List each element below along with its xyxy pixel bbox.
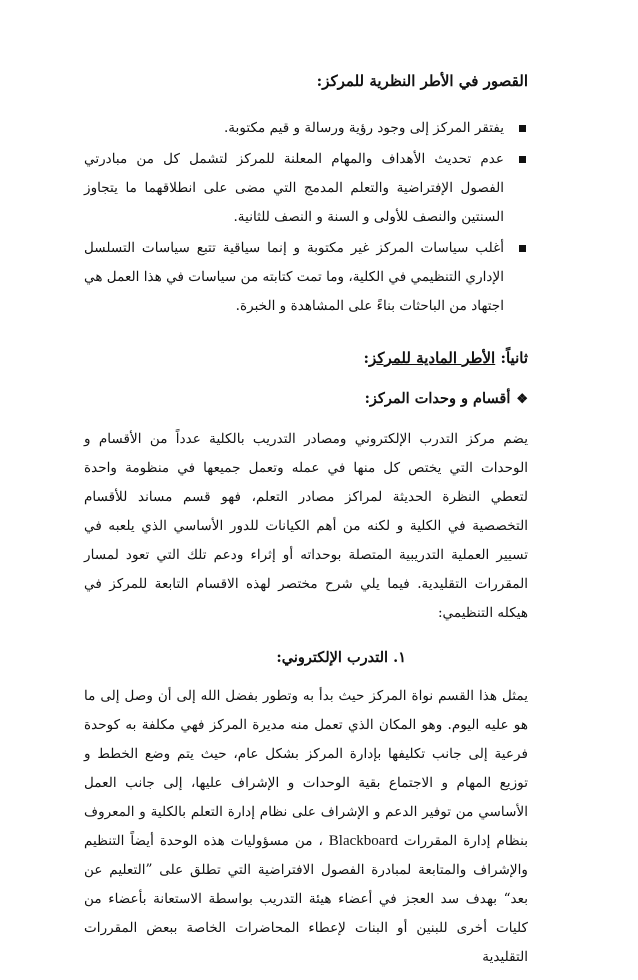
diamond-bullet-icon: ❖: [516, 391, 528, 407]
section-heading-material-frameworks: [84, 347, 528, 369]
square-bullet-icon: [519, 125, 526, 132]
heading-text: التدرب الإلكتروني:: [276, 649, 394, 666]
list-item-text: يفتقر المركز إلى وجود رؤية ورسالة و قيم مكتوبة.: [223, 120, 504, 136]
heading-number: ١.: [393, 649, 406, 666]
numbered-heading-elearning: [84, 646, 528, 670]
document-page: [84, 70, 528, 980]
heading-suffix: :: [363, 349, 370, 367]
paragraph-part-1: يمثل هذا القسم نواة المركز حيث بدأ به وتطور بفضل الله إلى أن وصل إلى ما هو عليه اليوم. وهو المكان الذي تعمل منه مديرة المركز فهي مكلفة به كوحدة فرعية إلى جانب تكليفها بإدارة المركز بشكل عام، حيث يتم وضع الخطط و توزيع المهام و الاجتماع بقية الوحدات و الإشراف عليها، إلى جانب العمل الأساسي من توفير الدعم و الإشراف على نظام إدارة التعلم بالكلية و المعروف بنظام إدارة المقررات: [84, 688, 528, 849]
shortcomings-list: [84, 114, 528, 321]
list-item: [84, 114, 528, 143]
heading-text: القصور في الأطر النظرية للمركز:: [316, 72, 528, 90]
blackboard-term: Blackboard: [328, 833, 398, 849]
square-bullet-icon: [519, 156, 526, 163]
heading-main: الأطر المادية للمركز: [369, 349, 496, 367]
square-bullet-icon: [519, 245, 526, 252]
sub-heading-departments: [84, 387, 528, 411]
heading-prefix: ثانياً:: [495, 349, 528, 367]
list-item-text: أغلب سياسات المركز غير مكتوبة و إنما سياقية تتبع سياسات التسلسل الإداري التنظيمي في الكلية، وما تمت كتابته من سياسات في هذا العمل هي اجتهاد من الباحثات بناءً على المشاهدة و الخبرة.: [83, 240, 504, 314]
elearning-paragraph: [84, 682, 528, 972]
departments-paragraph: يضم مركز التدرب الإلكتروني ومصادر التدريب بالكلية عدداً من الأقسام و الوحدات التي يختص كل منها في عمله وتعمل جميعها في منظومة واحدة لتعطي النظرة الحديثة لمراكز مصادر التعلم، فهو قسم مساند للأقسام التخصصية في الكلية و لكنه من أهم الكيانات للدور الأساسي الذي يلعبه في تسيير العملية التدريبية المتصلة بوحداته أو إثراء ودعم تلك التي تعود لمسار المقررات التقليدية. فيما يلي شرح مختصر لهذه الاقسام التابعة للمركز في هيكله التنظيمي:: [84, 431, 528, 621]
list-item: [84, 145, 528, 232]
section-heading-theoretical-shortcomings: [84, 70, 528, 92]
paragraph-part-2: ، من مسؤوليات هذه الوحدة أيضاً التنظيم والإشراف والمتابعة لمبادرة الفصول الافتراضية التي تطلق على ”التعليم عن بعد“ بهدف سد العجز في أعضاء هيئة التدريب بواسطة الاستعانة بأعضاء من كليات أخرى للبنين أو البنات لإعطاء المحاضرات الخاصة ببعض المقررات التقليدية: [84, 833, 528, 965]
list-item-text: عدم تحديث الأهداف والمهام المعلنة للمركز لتشمل كل من مبادرتي الفصول الإفتراضية والتعلم المدمج التي مضى على انطلاقهما ما يتجاوز السنتين والنصف للأولى و السنة و النصف للثانية.: [84, 151, 504, 225]
list-item: [84, 234, 528, 321]
sub-heading-text: أقسام و وحدات المركز:: [364, 390, 511, 407]
